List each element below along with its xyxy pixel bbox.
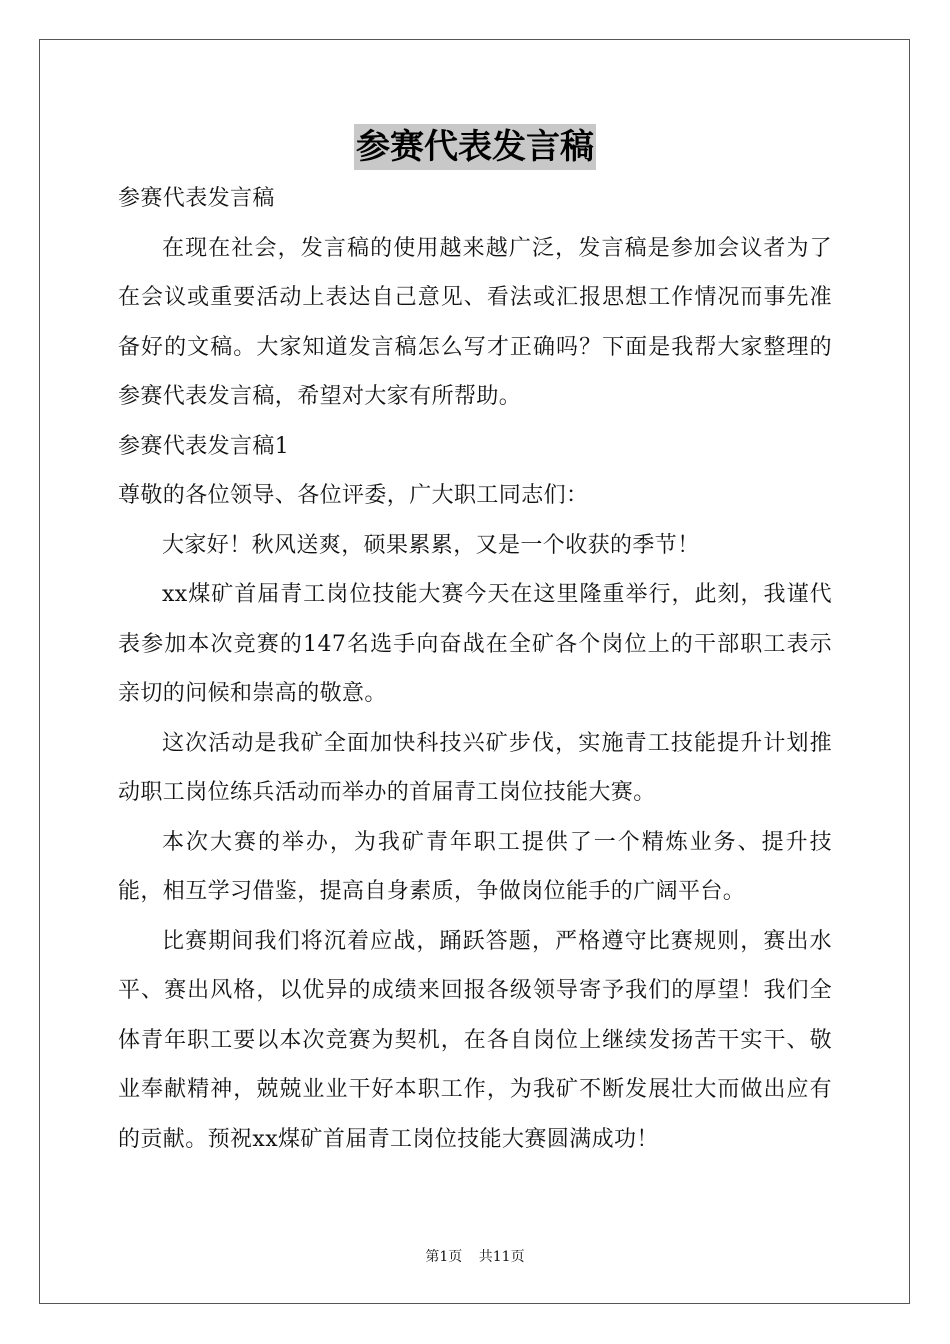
page-number-current: 第1页 <box>425 1249 463 1265</box>
page-number-total: 共11页 <box>478 1249 525 1265</box>
title-container <box>0 124 950 170</box>
greeting-paragraph: 大家好！秋风送爽，硕果累累，又是一个收获的季节！ <box>162 532 700 558</box>
document-title: 参赛代表发言稿 <box>354 124 596 170</box>
section-heading: 参赛代表发言稿1 <box>118 433 290 459</box>
body-paragraph: xx煤矿首届青工岗位技能大赛今天在这里隆重举行，此刻，我谨代表参加本次竞赛的147名选手向奋战在全矿各个岗位上的干部职工表示亲切的问候和崇高的敬意。 <box>118 582 832 706</box>
subtitle-paragraph: 参赛代表发言稿 <box>118 186 275 211</box>
salutation-paragraph: 尊敬的各位领导、各位评委，广大职工同志们： <box>118 483 589 508</box>
body-paragraph: 比赛期间我们将沉着应战，踊跃答题，严格遵守比赛规则，赛出水平、赛出风格，以优异的成绩来回报各级领导寄予我们的厚望！我们全体青年职工要以本次竞赛为契机，在各自岗位上继续发扬苦干实干、敬业奉献精神，兢兢业业干好本职工作，为我矿不断发展壮大而做出应有的贡献。预祝xx煤矿首届青工岗位技能大赛圆满成功！ <box>118 928 832 1152</box>
body-paragraph: 这次活动是我矿全面加快科技兴矿步伐，实施青工技能提升计划推动职工岗位练兵活动而举办的首届青工岗位技能大赛。 <box>118 730 832 805</box>
intro-paragraph: 在现在社会，发言稿的使用越来越广泛，发言稿是参加会议者为了在会议或重要活动上表达自己意见、看法或汇报思想工作情况而事先准备好的文稿。大家知道发言稿怎么写才正确吗？下面是我帮大家整理的参赛代表发言稿，希望对大家有所帮助。 <box>118 235 832 409</box>
body-paragraph: 本次大赛的举办，为我矿青年职工提供了一个精炼业务、提升技能，相互学习借鉴，提高自身素质，争做岗位能手的广阔平台。 <box>118 829 832 904</box>
document-body <box>118 174 832 1164</box>
page-footer <box>0 1246 950 1266</box>
